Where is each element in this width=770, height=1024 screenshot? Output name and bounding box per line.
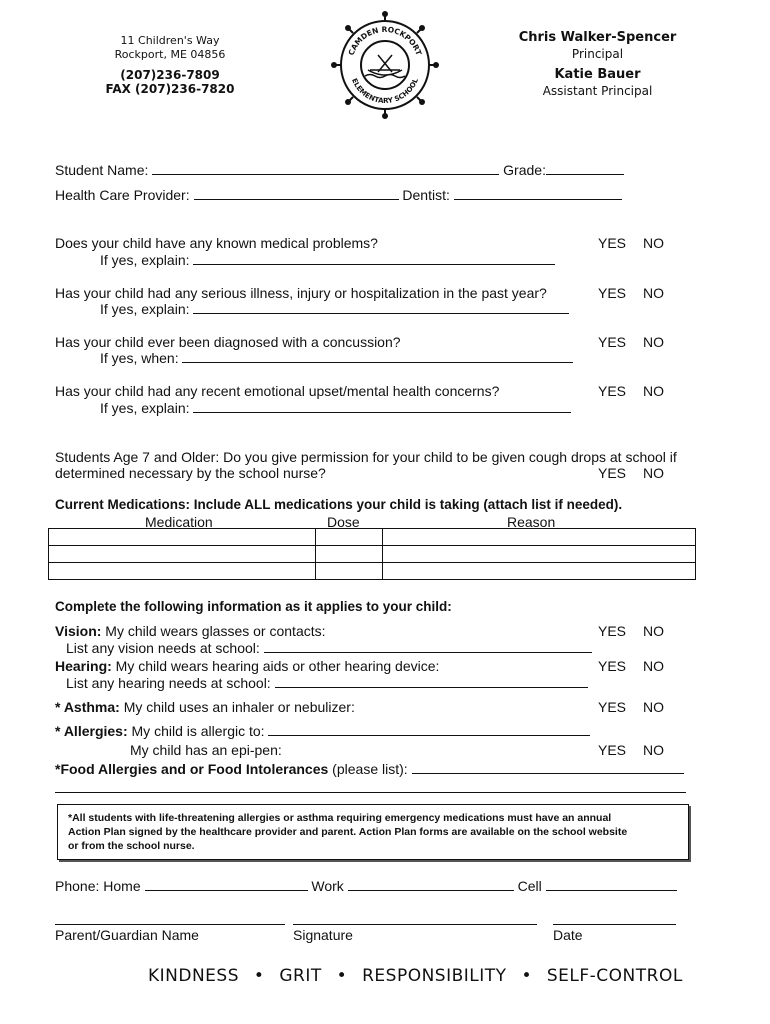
vision-no-option[interactable]: NO	[643, 623, 664, 639]
allergies-label: * Allergies:	[55, 723, 128, 739]
guardian-name-label: Parent/Guardian Name	[55, 927, 199, 943]
work-phone-input[interactable]	[348, 878, 514, 891]
question-text: Has your child had any serious illness, injury or hospitalization in the past year?	[55, 285, 547, 301]
dose-column-header: Dose	[327, 514, 360, 530]
cell-phone-input[interactable]	[546, 878, 677, 891]
food-allergies-label: *Food Allergies and or Food Intolerances	[55, 761, 329, 777]
dentist-input[interactable]	[454, 187, 622, 200]
home-phone-input[interactable]	[145, 878, 308, 891]
reason-cell[interactable]	[383, 529, 696, 546]
hearing-needs-row	[66, 675, 588, 691]
health-care-provider-label: Health Care Provider:	[55, 187, 190, 203]
school-values-footer	[148, 966, 683, 986]
asthma-yes-option[interactable]: YES	[598, 699, 627, 715]
dose-cell[interactable]	[316, 529, 383, 546]
date-input[interactable]	[553, 912, 676, 925]
asthma-row	[55, 699, 355, 715]
reason-column-header: Reason	[507, 514, 556, 530]
when-label: If yes, when:	[100, 350, 179, 366]
separator-dot: •	[253, 966, 265, 986]
dose-cell[interactable]	[316, 546, 383, 563]
cough-drop-permission-line2: determined necessary by the school nurse?	[55, 465, 326, 481]
food-allergies-text: (please list):	[328, 761, 408, 777]
question-subtext	[100, 252, 555, 268]
hearing-yes-option[interactable]: YES	[598, 658, 627, 674]
medications-title: Current Medications: Include ALL medications your child is taking (attach list if needed).	[55, 497, 623, 512]
signature-label: Signature	[293, 927, 353, 943]
notice-line-3: or from the school nurse.	[68, 840, 195, 852]
ships-wheel-logo-icon	[330, 10, 440, 120]
school-fax: FAX (207)236-7820	[105, 82, 235, 96]
assistant-principal-name: Katie Bauer	[554, 67, 641, 82]
phone-row	[55, 878, 677, 894]
separator-dot: •	[521, 966, 532, 986]
explain-label: If yes, explain:	[100, 400, 190, 416]
vision-needs-label: List any vision needs at school:	[66, 640, 260, 656]
asthma-label: * Asthma:	[55, 699, 120, 715]
logo-text-bottom: ELEMENTARY SCHOOL	[350, 77, 420, 106]
allergies-row	[55, 723, 590, 739]
no-option[interactable]: NO	[643, 383, 664, 399]
school-address	[95, 34, 245, 96]
student-name-input[interactable]	[152, 162, 499, 175]
medication-column-header: Medication	[145, 514, 213, 530]
food-allergies-input[interactable]	[412, 761, 684, 774]
dentist-label: Dentist:	[402, 187, 450, 203]
table-row	[49, 546, 696, 563]
hearing-text: My child wears hearing aids or other hearing device:	[111, 658, 440, 674]
grade-label: Grade:	[503, 162, 546, 178]
health-care-provider-input[interactable]	[194, 187, 399, 200]
administration	[515, 30, 680, 98]
student-name-row	[55, 162, 624, 178]
asthma-no-option[interactable]: NO	[643, 699, 664, 715]
dose-cell[interactable]	[316, 563, 383, 580]
table-row	[49, 563, 696, 580]
reason-cell[interactable]	[383, 546, 696, 563]
hearing-label: Hearing:	[55, 658, 112, 674]
separator-dot: •	[336, 966, 348, 986]
vision-label: Vision:	[55, 623, 102, 639]
complete-info-title: Complete the following information as it applies to your child:	[55, 599, 452, 614]
food-allergies-input-line2[interactable]	[55, 780, 686, 793]
medication-cell[interactable]	[49, 563, 316, 580]
cough-drop-permission-line1: Students Age 7 and Older: Do you give permission for your child to be given cough drops at school if	[55, 449, 677, 465]
address-line-1: 11 Children's Way	[120, 34, 220, 47]
no-option[interactable]: NO	[643, 334, 664, 350]
allergies-input[interactable]	[268, 723, 590, 736]
epi-pen-text: My child has an epi-pen:	[130, 742, 282, 758]
action-plan-notice	[57, 804, 689, 860]
vision-text: My child wears glasses or contacts:	[101, 623, 326, 639]
address-line-2: Rockport, ME 04856	[114, 48, 226, 61]
assistant-principal-title: Assistant Principal	[542, 84, 653, 98]
explain-label: If yes, explain:	[100, 252, 190, 268]
explain-label: If yes, explain:	[100, 301, 190, 317]
logo-text-top: CAMDEN ROCKPORT	[346, 24, 424, 57]
explain-input[interactable]	[193, 301, 569, 314]
medication-cell[interactable]	[49, 546, 316, 563]
medications-table	[48, 528, 696, 580]
work-phone-label: Work	[311, 878, 344, 894]
notice-line-1: *All students with life-threatening allergies or asthma requiring emergency medications must have an annual	[68, 812, 612, 824]
vision-needs-row	[66, 640, 592, 656]
principal-name: Chris Walker-Spencer	[518, 30, 677, 45]
no-option[interactable]: NO	[643, 285, 664, 301]
food-allergies-row	[55, 761, 684, 777]
yes-option[interactable]: YES	[598, 383, 627, 399]
hearing-row	[55, 658, 439, 674]
grade-input[interactable]	[546, 162, 624, 175]
allergies-text: My child is allergic to:	[127, 723, 265, 739]
school-logo	[330, 10, 440, 120]
cough-no-option[interactable]: NO	[643, 465, 664, 481]
value-responsibility: RESPONSIBILITY	[362, 966, 507, 986]
question-subtext	[100, 350, 573, 366]
cough-yes-option[interactable]: YES	[598, 465, 627, 481]
guardian-name-input[interactable]	[55, 912, 285, 925]
provider-row	[55, 187, 622, 203]
yes-option[interactable]: YES	[598, 235, 627, 251]
cell-phone-label: Cell	[517, 878, 542, 894]
table-row	[49, 529, 696, 546]
medication-cell[interactable]	[49, 529, 316, 546]
yes-option[interactable]: YES	[598, 334, 627, 350]
date-label: Date	[553, 927, 583, 943]
school-phone: (207)236-7809	[120, 68, 220, 82]
vision-needs-input[interactable]	[264, 640, 592, 653]
yes-option[interactable]: YES	[598, 285, 627, 301]
principal-title: Principal	[571, 47, 624, 61]
reason-cell[interactable]	[383, 563, 696, 580]
question-text: Has your child ever been diagnosed with a concussion?	[55, 334, 401, 350]
value-self-control: SELF-CONTROL	[546, 966, 683, 986]
when-input[interactable]	[182, 350, 573, 363]
explain-input[interactable]	[193, 400, 571, 413]
signature-input[interactable]	[293, 912, 537, 925]
notice-line-2: Action Plan signed by the healthcare provider and parent. Action Plan forms are available on the school website	[68, 826, 628, 838]
epi-pen-no-option[interactable]: NO	[643, 742, 664, 758]
hearing-needs-label: List any hearing needs at school:	[66, 675, 271, 691]
home-phone-label: Phone: Home	[55, 878, 141, 894]
vision-row	[55, 623, 326, 639]
epi-pen-yes-option[interactable]: YES	[598, 742, 627, 758]
value-grit: GRIT	[279, 966, 322, 986]
question-subtext	[100, 301, 569, 317]
student-name-label: Student Name:	[55, 162, 149, 178]
explain-input[interactable]	[193, 252, 555, 265]
question-text: Does your child have any known medical problems?	[55, 235, 378, 251]
question-text: Has your child had any recent emotional upset/mental health concerns?	[55, 383, 500, 399]
question-subtext	[100, 400, 571, 416]
asthma-text: My child uses an inhaler or nebulizer:	[119, 699, 355, 715]
no-option[interactable]: NO	[643, 235, 664, 251]
value-kindness: KINDNESS	[148, 966, 240, 986]
vision-yes-option[interactable]: YES	[598, 623, 627, 639]
hearing-no-option[interactable]: NO	[643, 658, 664, 674]
hearing-needs-input[interactable]	[275, 675, 588, 688]
